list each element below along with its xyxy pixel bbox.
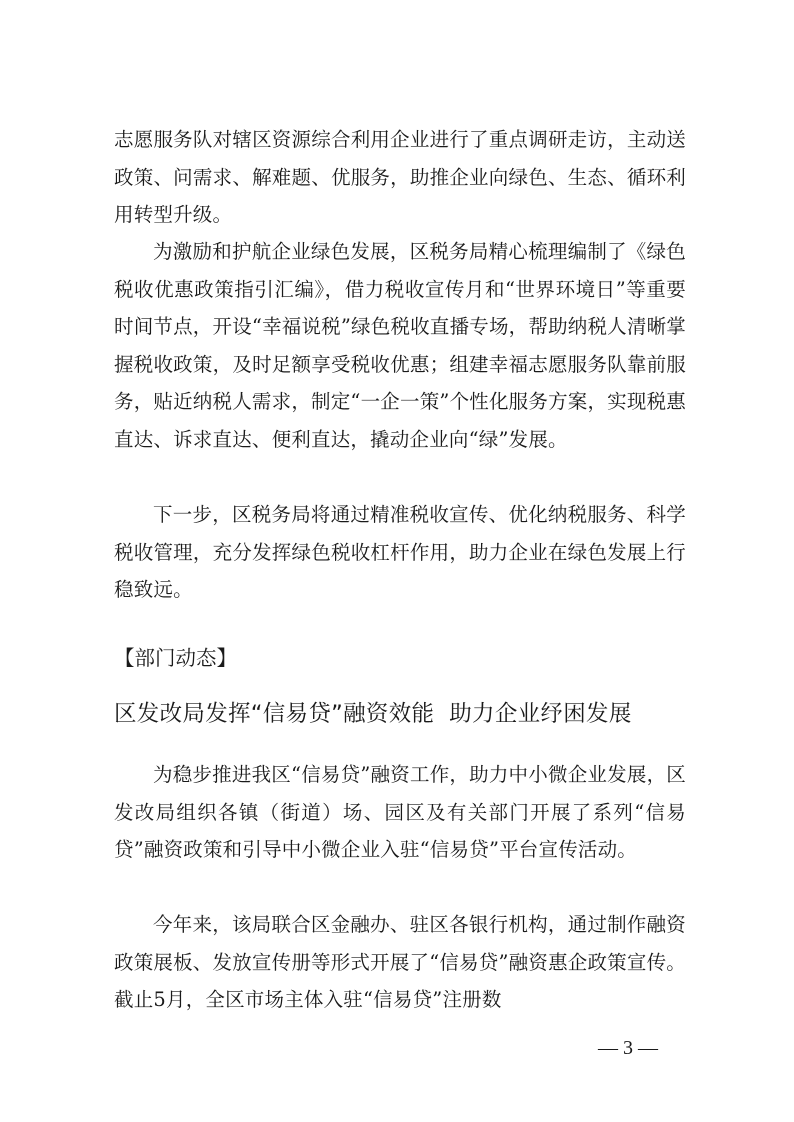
news-title: 区发改局发挥“信易贷”融资效能 助力企业纾困发展	[114, 701, 632, 727]
paragraph-next-steps: 下一步，区税务局将通过精准税收宣传、优化纳税服务、科学税收管理，充分发挥绿色税收杠杆作用，助力企业在绿色发展上行稳致远。	[114, 503, 686, 602]
section-tag: 【部门动态】	[114, 646, 237, 670]
paragraph-green-tax-incentives: 为激励和护航企业绿色发展，区税务局精心梳理编制了《绿色税收优惠政策指引汇编》，借力税收宣传月和“世界环境日”等重要时间节点，开设“幸福说税”绿色税收直播专场，帮助纳税人清晰掌握税收政策，及时足额享受税收优惠；组建幸福志愿服务队靠前服务，贴近纳税人需求，制定“一企一策”个性化服务方案，实现税惠直达、诉求直达、便利直达，撬动企业向“绿”发展。	[114, 240, 686, 451]
paragraph-volunteer-visits: 志愿服务队对辖区资源综合利用企业进行了重点调研走访，主动送政策、问需求、解难题、优服务，助推企业向绿色、生态、循环利用转型升级。	[114, 128, 686, 227]
page-number: — 3 —	[598, 1037, 658, 1059]
paragraph-credit-loan-intro: 为稳步推进我区“信易贷”融资工作，助力中小微企业发展，区发改局组织各镇（街道）场、园区及有关部门开展了系列“信易贷”融资政策和引导中小微企业入驻“信易贷”平台宣传活动。	[114, 763, 686, 862]
paragraph-credit-loan-progress: 今年来，该局联合区金融办、驻区各银行机构，通过制作融资政策展板、发放宣传册等形式开展了“信易贷”融资惠企政策宣传。截止5月，全区市场主体入驻“信易贷”注册数	[114, 913, 686, 1012]
